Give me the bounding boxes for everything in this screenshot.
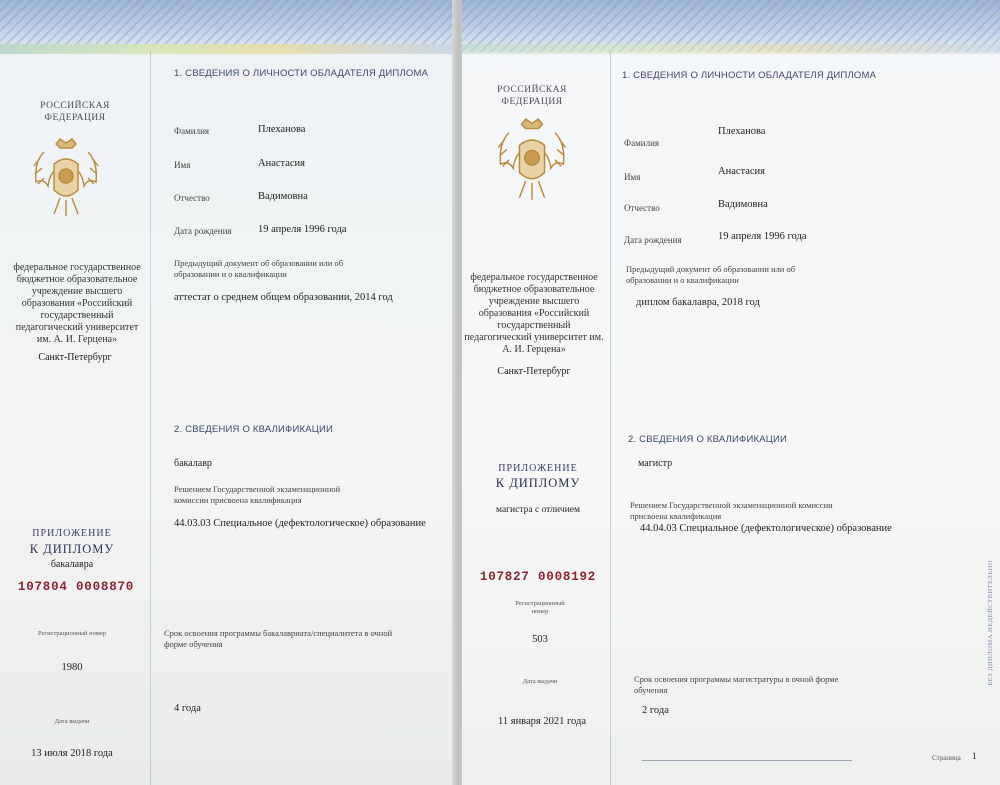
patronymic-value: Вадимовна: [258, 191, 308, 202]
duration-value: 4 года: [174, 703, 201, 714]
reg-number-label: Регистрационный номер: [515, 600, 565, 615]
commission-label: Решением Государственной экзаменационной комиссии присвоена квалификация: [630, 500, 833, 521]
reg-number-label: Регистрационный номер: [38, 630, 106, 637]
coat-of-arms-icon: [30, 136, 102, 222]
reg-number: 503: [532, 634, 548, 645]
patronymic-label: Отчество: [624, 203, 660, 213]
qualification-value: бакалавр: [174, 458, 212, 469]
state-name: РОССИЙСКАЯ ФЕДЕРАЦИЯ: [497, 85, 567, 107]
appendix-title: ПРИЛОЖЕНИЕ: [498, 463, 578, 474]
surname-value: Плеханова: [258, 124, 306, 135]
name-label: Имя: [624, 172, 641, 182]
duration-label: Срок освоения программы магистратуры в очной форме обучения: [634, 674, 839, 695]
institution-name: федеральное государственное бюджетное образовательное учреждение высшего образования «Российский государственный педагогический университет им. А. И. Герцена»: [13, 262, 141, 345]
prev-doc-value: диплом бакалавра, 2018 год: [636, 297, 760, 308]
left-diploma-page: [0, 0, 458, 785]
name-value: Анастасия: [258, 158, 306, 169]
prev-doc-value: аттестат о среднем общем образовании, 2014 год: [174, 292, 393, 303]
institution-name: федеральное государственное бюджетное образовательное учреждение высшего образования «Российский государственный педагогический университет им. А. И. Герцена»: [464, 272, 604, 355]
qualification-value: магистр: [638, 458, 673, 469]
birth-label: Дата рождения: [624, 235, 682, 245]
coat-of-arms-icon: [494, 116, 570, 206]
diploma-kind: магистра с отличием: [495, 505, 581, 515]
page-label: Страница: [932, 754, 961, 762]
birth-value: 19 апреля 1996 года: [718, 231, 807, 242]
reg-number: 1980: [61, 662, 83, 673]
name-label: Имя: [174, 160, 191, 170]
section-1-title: 1. СВЕДЕНИЯ О ЛИЧНОСТИ ОБЛАДАТЕЛЯ ДИПЛОМА: [174, 68, 429, 79]
program-value: 44.03.03 Специальное (дефектологическое) образование: [174, 518, 426, 529]
surname-label: Фамилия: [174, 126, 210, 136]
appendix-subtitle: К ДИПЛОМУ: [495, 476, 581, 490]
issue-date: 13 июля 2018 года: [31, 748, 113, 759]
page-number: 1: [972, 751, 977, 761]
surname-label: Фамилия: [624, 138, 660, 148]
prev-doc-label: Предыдущий документ об образовании или об образовании и о квалификации: [626, 264, 796, 285]
appendix-subtitle: К ДИПЛОМУ: [29, 542, 115, 556]
birth-value: 19 апреля 1996 года: [258, 224, 347, 235]
name-value: Анастасия: [718, 166, 766, 177]
appendix-title: ПРИЛОЖЕНИЕ: [32, 528, 112, 539]
commission-label: Решением Государственной экзаменационной комиссии присвоена квалификация: [174, 484, 341, 505]
prev-doc-label: Предыдущий документ об образовании или об образовании и о квалификации: [174, 258, 344, 279]
patronymic-label: Отчество: [174, 193, 210, 203]
section-1-title: 1. СВЕДЕНИЯ О ЛИЧНОСТИ ОБЛАДАТЕЛЯ ДИПЛОМА: [622, 70, 877, 81]
surname-value: Плеханова: [718, 126, 766, 137]
section-2-title: 2. СВЕДЕНИЯ О КВАЛИФИКАЦИИ: [174, 424, 334, 435]
patronymic-value: Вадимовна: [718, 199, 768, 210]
program-value: 44.04.03 Специальное (дефектологическое) образование: [640, 523, 892, 534]
right-diploma-page: [462, 0, 1000, 785]
diploma-kind: бакалавра: [50, 559, 94, 570]
side-validity-text: БЕЗ ДИПЛОМА НЕДЕЙСТВИТЕЛЬНО: [987, 560, 994, 686]
series-number: 107804 0008870: [17, 580, 135, 594]
city: Санкт-Петербург: [497, 366, 571, 377]
city: Санкт-Петербург: [38, 352, 112, 363]
issue-date-label: Дата выдачи: [522, 678, 558, 685]
underline: [642, 760, 852, 761]
issue-date-label: Дата выдачи: [54, 718, 90, 725]
duration-value: 2 года: [642, 705, 669, 716]
state-name: РОССИЙСКАЯ ФЕДЕРАЦИЯ: [40, 101, 110, 123]
birth-label: Дата рождения: [174, 226, 232, 236]
series-number: 107827 0008192: [479, 570, 597, 584]
duration-label: Срок освоения программы бакалавриата/специалитета в очной форме обучения: [164, 628, 393, 649]
section-2-title: 2. СВЕДЕНИЯ О КВАЛИФИКАЦИИ: [628, 434, 788, 445]
issue-date: 11 января 2021 года: [498, 716, 586, 727]
